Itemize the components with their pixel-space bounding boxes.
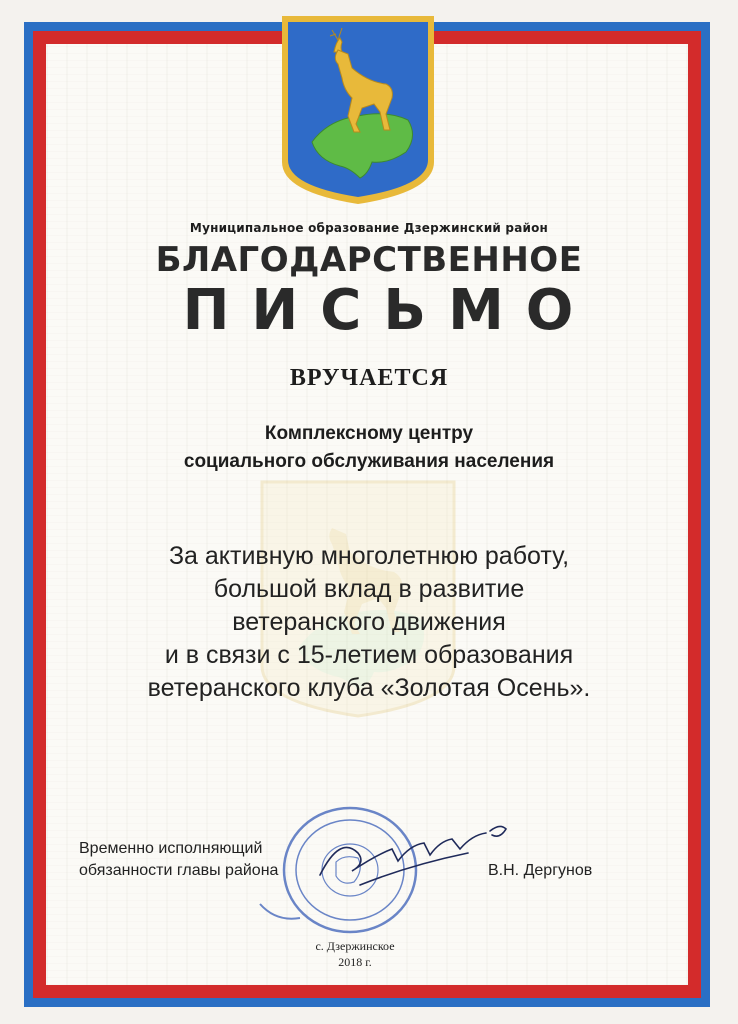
signatory-position-line: обязанности главы района <box>79 862 279 879</box>
reason-paragraph <box>0 540 738 705</box>
coat-of-arms-icon <box>278 12 438 207</box>
reason-line: За активную многолетнюю работу, <box>168 542 570 570</box>
reason-line: ветеранского клуба «Золотая Осень». <box>147 674 591 702</box>
municipality-label: Муниципальное образование Дзержинский район <box>189 221 549 235</box>
place-label: с. Дзержинское <box>315 939 395 953</box>
recipient-block <box>0 420 738 476</box>
place-and-date <box>300 938 410 970</box>
recipient-line: социального обслуживания населения <box>183 451 555 472</box>
signatory-position <box>79 838 278 882</box>
recipient-line: Комплексному центру <box>264 423 474 444</box>
signatory-name: В.Н. Дергунов <box>488 862 593 879</box>
reason-line: большой вклад в развитие <box>213 575 525 603</box>
signature-icon <box>300 805 530 895</box>
document-title-line1: БЛАГОДАРСТВЕННОЕ <box>155 240 583 280</box>
awarded-heading: ВРУЧАЕТСЯ <box>289 365 449 391</box>
year-label: 2018 г. <box>338 955 372 969</box>
reason-line: ветеранского движения <box>232 608 506 636</box>
reason-line: и в связи с 15-летием образования <box>164 641 574 669</box>
signatory-position-line: Временно исполняющий <box>79 840 263 857</box>
document-title-line2: ПИСЬМО <box>182 278 596 343</box>
